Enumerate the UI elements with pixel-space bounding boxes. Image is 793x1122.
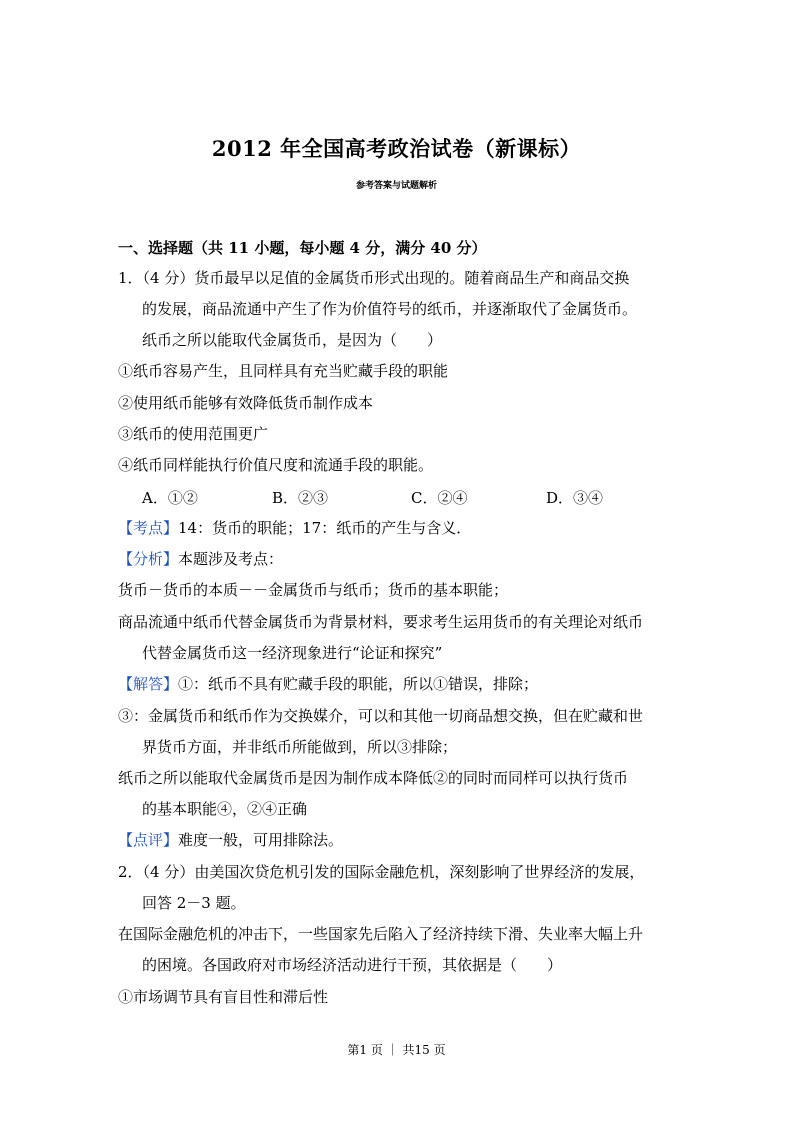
q1-jieda-line-5: 的基本职能④，②④正确 [142, 800, 308, 818]
fenxi-text: 本题涉及考点： [178, 550, 284, 568]
dianping-text: 难度一般，可用排除法。 [178, 831, 344, 849]
jieda-tag: 【解答】 [118, 675, 179, 693]
q1-jieda-line-2: ③：金属货币和纸币作为交换媒介，可以和其他一切商品想交换，但在贮藏和世 [118, 707, 644, 725]
q1-fenxi [118, 549, 283, 569]
q2-stem-line-2: 回答 2－3 题。 [142, 894, 246, 912]
q1-option-a: A．①② [142, 489, 198, 507]
q1-option-c: C．②④ [411, 489, 468, 507]
page-footer: 第1 页 ｜ 共15 页 [347, 1043, 446, 1057]
page-subtitle: 参考答案与试题解析 [355, 181, 437, 191]
q2-stem-line-1: 2．（4 分）由美国次贷危机引发的国际金融危机，深刻影响了世界经济的发展， [118, 863, 645, 881]
q1-stem-line-3: 纸币之所以能取代金属货币，是因为（ ） [142, 331, 443, 349]
q2-stem-line-4: 的困境。各国政府对市场经济活动进行干预，其依据是（ ） [142, 956, 563, 974]
q2-stem-line-3: 在国际金融危机的冲击下，一些国家先后陷入了经济持续下滑、失业率大幅上升 [118, 925, 644, 943]
kaodian-tag: 【考点】 [118, 519, 179, 537]
section-heading: 一、选择题（共 11 小题，每小题 4 分，满分 40 分） [118, 239, 487, 257]
fenxi-tag: 【分析】 [118, 550, 179, 568]
q1-statement-2: ②使用纸币能够有效降低货币制作成本 [118, 394, 374, 412]
dianping-tag: 【点评】 [118, 831, 179, 849]
kaodian-text: 14：货币的职能；17：纸币的产生与含义． [178, 519, 472, 537]
q2-statement-1: ①市场调节具有盲目性和滞后性 [118, 988, 329, 1006]
q1-fenxi-line-4: 代替金属货币这一经济现象进行“论证和探究” [142, 644, 443, 662]
q1-statement-4: ④纸币同样能执行价值尺度和流通手段的职能。 [118, 456, 434, 474]
q1-option-b: B．②③ [272, 489, 329, 507]
q1-kaodian [118, 518, 471, 538]
q1-option-d: D．③④ [546, 489, 604, 507]
q1-fenxi-line-2: 货币－货币的本质－－金属货币与纸币；货币的基本职能； [118, 581, 509, 599]
q1-dianping [118, 830, 343, 850]
jieda-text: ①：纸币不具有贮藏手段的职能，所以①错误，排除； [178, 675, 539, 693]
q1-stem-line-2: 的发展，商品流通中产生了作为价值符号的纸币，并逐渐取代了金属货币。 [142, 300, 638, 318]
page-title: 2012 年全国高考政治试卷（新课标） [211, 136, 582, 161]
q1-fenxi-line-3: 商品流通中纸币代替金属货币为背景材料，要求考生运用货币的有关理论对纸币 [118, 613, 644, 631]
q1-jieda [118, 674, 538, 694]
q1-jieda-line-3: 界货币方面，并非纸币所能做到，所以③排除； [142, 738, 458, 756]
q1-jieda-line-4: 纸币之所以能取代金属货币是因为制作成本降低②的同时而同样可以执行货币 [118, 769, 629, 787]
q1-stem-line-1: 1．（4 分）货币最早以足值的金属货币形式出现的。随着商品生产和商品交换 [118, 269, 630, 287]
q1-statement-1: ①纸币容易产生，且同样具有充当贮藏手段的职能 [118, 362, 449, 380]
q1-statement-3: ③纸币的使用范围更广 [118, 425, 269, 443]
